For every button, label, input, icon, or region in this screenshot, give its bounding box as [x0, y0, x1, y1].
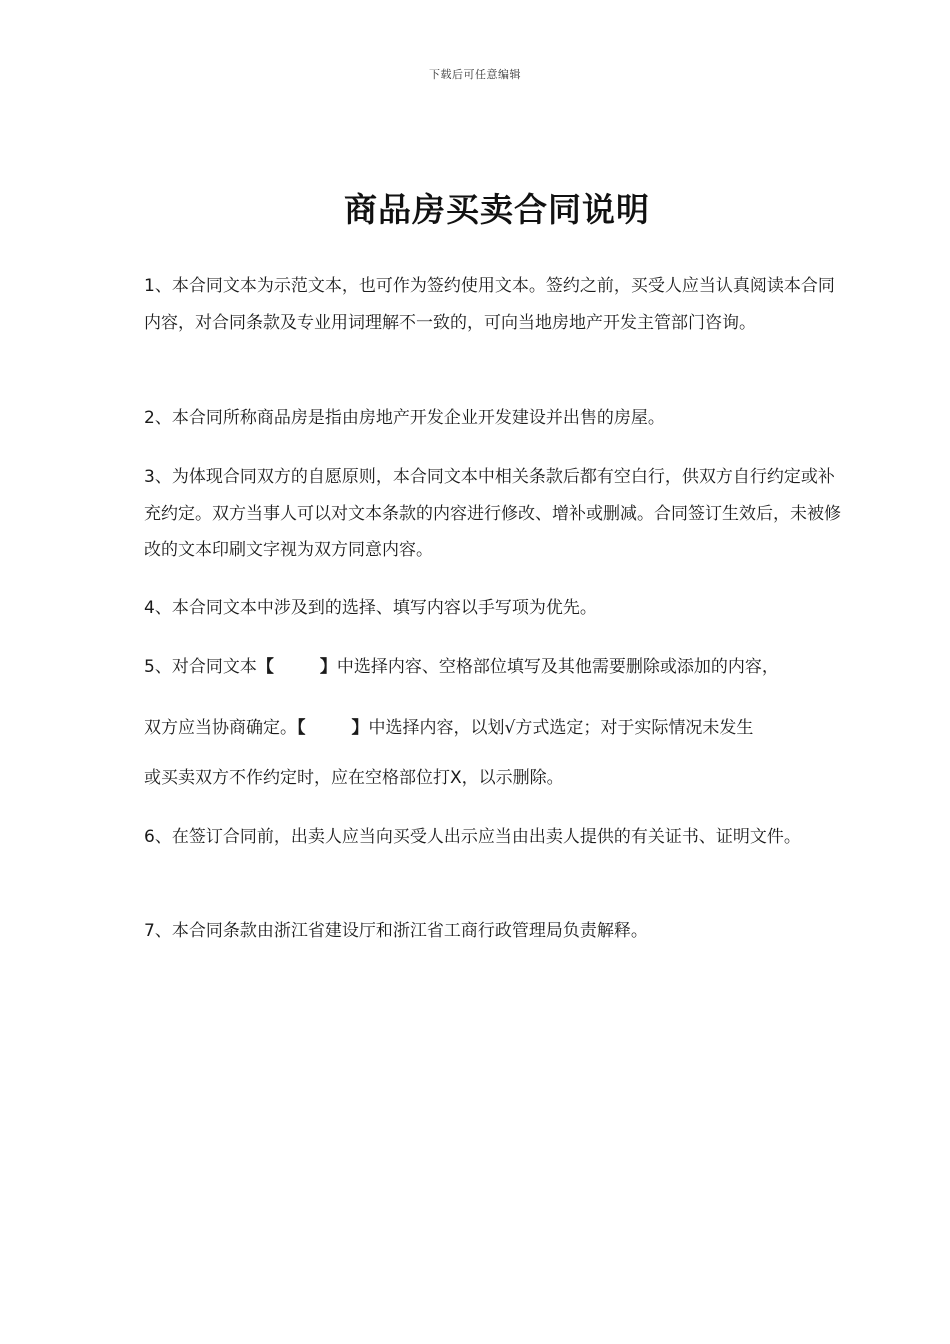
clause-6: 6、在签订合同前，出卖人应当向买受人出示应当由出卖人提供的有关证书、证明文件。 [144, 827, 801, 847]
blank-bracket-open: 【 [297, 718, 306, 738]
clause-4: 4、本合同文本中涉及到的选择、填写内容以手写项为优先。 [144, 598, 597, 618]
clause-5-line-2-suffix: 中选择内容，以划√方式选定；对于实际情况未发生 [368, 718, 754, 738]
clause-5-line-2 [144, 710, 850, 747]
clause-5-line-2-prefix: 双方应当协商确定。 [144, 718, 297, 738]
blank-bracket-close: 】 [351, 718, 369, 738]
clause-5-line-1-suffix: 中选择内容、空格部位填写及其他需要删除或添加的内容， [336, 657, 779, 677]
clause-3: 3、为体现合同双方的自愿原则，本合同文本中相关条款后都有空白行，供双方自行约定或补充约定。双方当事人可以对文本条款的内容进行修改、增补或删减。合同签订生效后，未被修改的文本印刷文字视为双方同意内容。 [144, 467, 841, 560]
clause-5-line-1 [144, 649, 850, 686]
document-title: 商品房买卖合同说明 [344, 190, 650, 229]
clause-1: 1、本合同文本为示范文本，也可作为签约使用文本。签约之前，买受人应当认真阅读本合同内容，对合同条款及专业用词理解不一致的，可向当地房地产开发主管部门咨询。 [144, 276, 835, 333]
clause-2: 2、本合同所称商品房是指由房地产开发企业开发建设并出售的房屋。 [144, 408, 665, 428]
blank-bracket-close: 】 [319, 657, 337, 677]
clause-7: 7、本合同条款由浙江省建设厅和浙江省工商行政管理局负责解释。 [144, 921, 648, 941]
clause-5-line-3: 或买卖双方不作约定时，应在空格部位打X，以示删除。 [144, 768, 564, 788]
clause-5-line-1-prefix: 5、对合同文本 [144, 657, 257, 677]
blank-bracket-open: 【 [256, 657, 274, 677]
header-note: 下载后可任意编辑 [429, 68, 521, 81]
